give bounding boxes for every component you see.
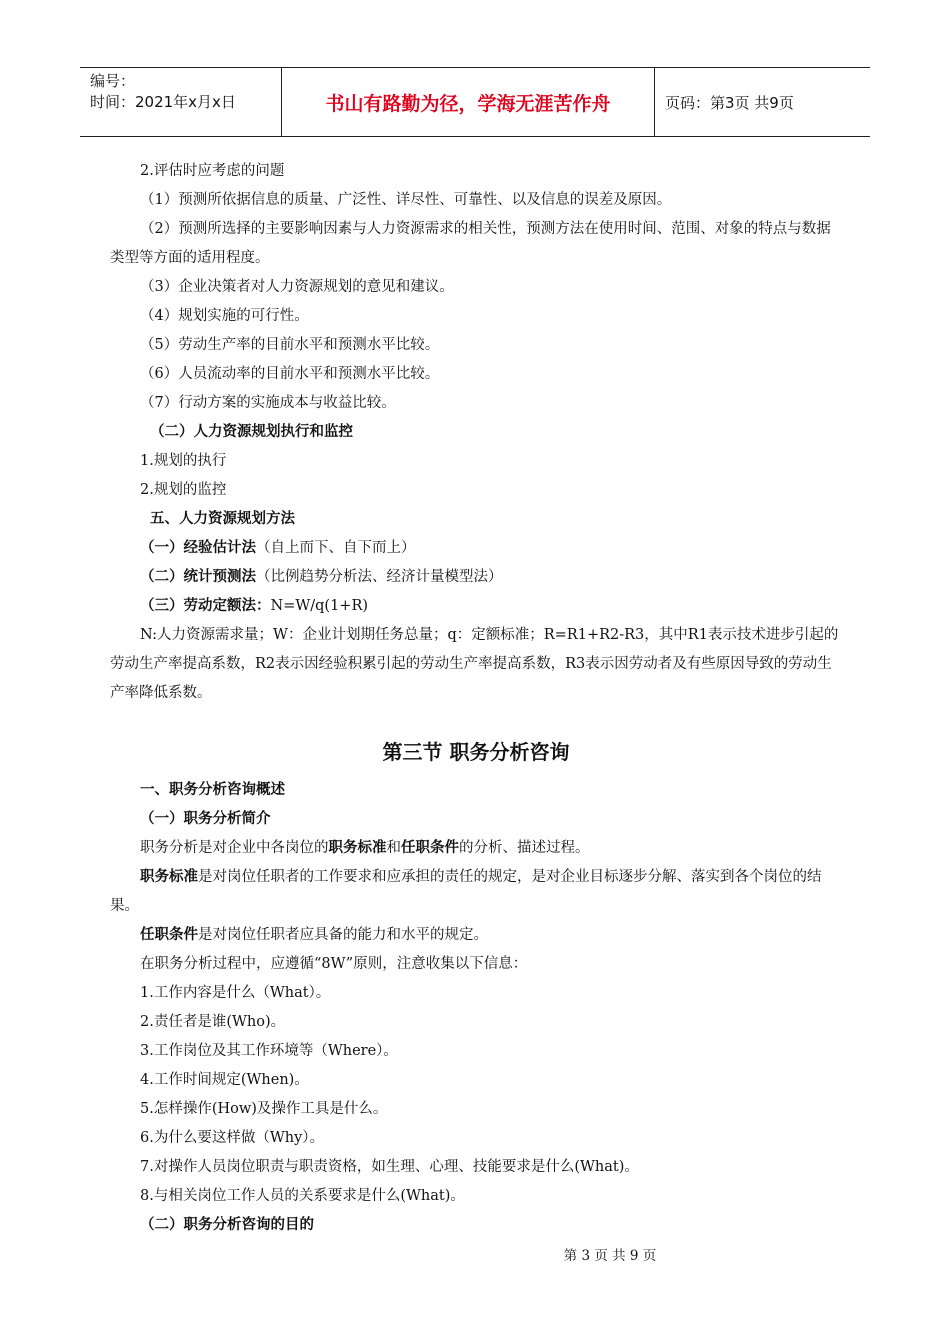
- method-text: （自上而下、自下而上）: [256, 540, 416, 556]
- paragraph: （7）行动方案的实施成本与收益比较。: [140, 395, 396, 411]
- text: 职务分析是对企业中各岗位的: [140, 840, 329, 856]
- term: 任职条件: [140, 927, 198, 943]
- subheading: （二）人力资源规划执行和监控: [150, 424, 353, 440]
- method-line: [110, 563, 842, 592]
- text: 是对岗位任职者的工作要求和应承担的责任的规定，是对企业目标逐步分解、落实到各个岗位的结果。: [110, 869, 822, 914]
- list-item: 1.工作内容是什么（What）。: [140, 985, 331, 1001]
- paragraph: [110, 834, 842, 863]
- heading: 一、职务分析咨询概述: [140, 782, 285, 798]
- list-item: 5.怎样操作(How)及操作工具是什么。: [140, 1101, 388, 1117]
- subheading: （一）职务分析简介: [140, 811, 271, 827]
- list-item: 8.与相关岗位工作人员的关系要求是什么(What)。: [140, 1188, 465, 1204]
- paragraph: 2.规划的监控: [140, 482, 227, 498]
- paragraph: （1）预测所依据信息的质量、广泛性、详尽性、可靠性、以及信息的误差及原因。: [140, 192, 672, 208]
- list-item: 6.为什么要这样做（Why）。: [140, 1130, 325, 1146]
- text: 和: [386, 840, 401, 856]
- document-body: [110, 157, 842, 1240]
- paragraph: （2）预测所选择的主要影响因素与人力资源需求的相关性，预测方法在使用时间、范围、对象的特点与数据类型等方面的适用程度。: [110, 221, 831, 266]
- page-header: [80, 67, 870, 137]
- number-label: 编号：: [90, 72, 136, 90]
- paragraph: （6）人员流动率的目前水平和预测水平比较。: [140, 366, 440, 382]
- list-item: 4.工作时间规定(When)。: [140, 1072, 309, 1088]
- paragraph: （3）企业决策者对人力资源规划的意见和建议。: [140, 279, 454, 295]
- formula-paragraph: N:人力资源需求量；W：企业计划期任务总量；q：定额标准；R=R1+R2-R3，其中R1表示技术进步引起的劳动生产率提高系数，R2表示因经验积累引起的劳动生产率提高系数，R3表示因劳动者及有些原因导致的劳动生产率降低系数。: [110, 627, 839, 701]
- heading: 五、人力资源规划方法: [150, 511, 295, 527]
- method-line: [110, 592, 842, 621]
- method-label: （一）经验估计法: [140, 540, 256, 556]
- method-line: [110, 534, 842, 563]
- subheading: （二）职务分析咨询的目的: [140, 1217, 314, 1233]
- header-motto: 书山有路勤为径，学海无涯苦作舟: [282, 68, 655, 136]
- paragraph: 在职务分析过程中，应遵循“8W”原则，注意收集以下信息：: [140, 956, 528, 972]
- paragraph: （4）规划实施的可行性。: [140, 308, 309, 324]
- method-text: （比例趋势分析法、经济计量模型法）: [256, 569, 503, 585]
- list-item: 3.工作岗位及其工作环境等（Where）。: [140, 1043, 398, 1059]
- list-item: 2.责任者是谁(Who)。: [140, 1014, 286, 1030]
- page-footer: [0, 1244, 950, 1264]
- method-label: （三）劳动定额法：: [140, 598, 271, 614]
- list-item: 7.对操作人员岗位职责与职责资格，如生理、心理、技能要求是什么(What)。: [140, 1159, 639, 1175]
- paragraph: （5）劳动生产率的目前水平和预测水平比较。: [140, 337, 440, 353]
- section-title: 第三节 职务分析咨询: [382, 740, 570, 764]
- term: 职务标准: [140, 869, 198, 885]
- paragraph: [110, 863, 842, 921]
- footer-page-number: 第 3 页 共 9 页: [563, 1248, 657, 1264]
- term: 任职条件: [401, 840, 459, 856]
- method-text: N=W/q(1+R): [270, 598, 369, 614]
- paragraph: 2.评估时应考虑的问题: [140, 163, 285, 179]
- text: 的分析、描述过程。: [459, 840, 590, 856]
- header-meta: [80, 68, 282, 136]
- paragraph: [110, 921, 842, 950]
- text: 是对岗位任职者应具备的能力和水平的规定。: [198, 927, 488, 943]
- term: 职务标准: [328, 840, 387, 856]
- method-label: （二）统计预测法: [140, 569, 256, 585]
- paragraph: 1.规划的执行: [140, 453, 227, 469]
- time-label: 时间：2021年x月x日: [90, 93, 236, 111]
- header-page-label: 页码：第3页 共9页: [665, 93, 794, 112]
